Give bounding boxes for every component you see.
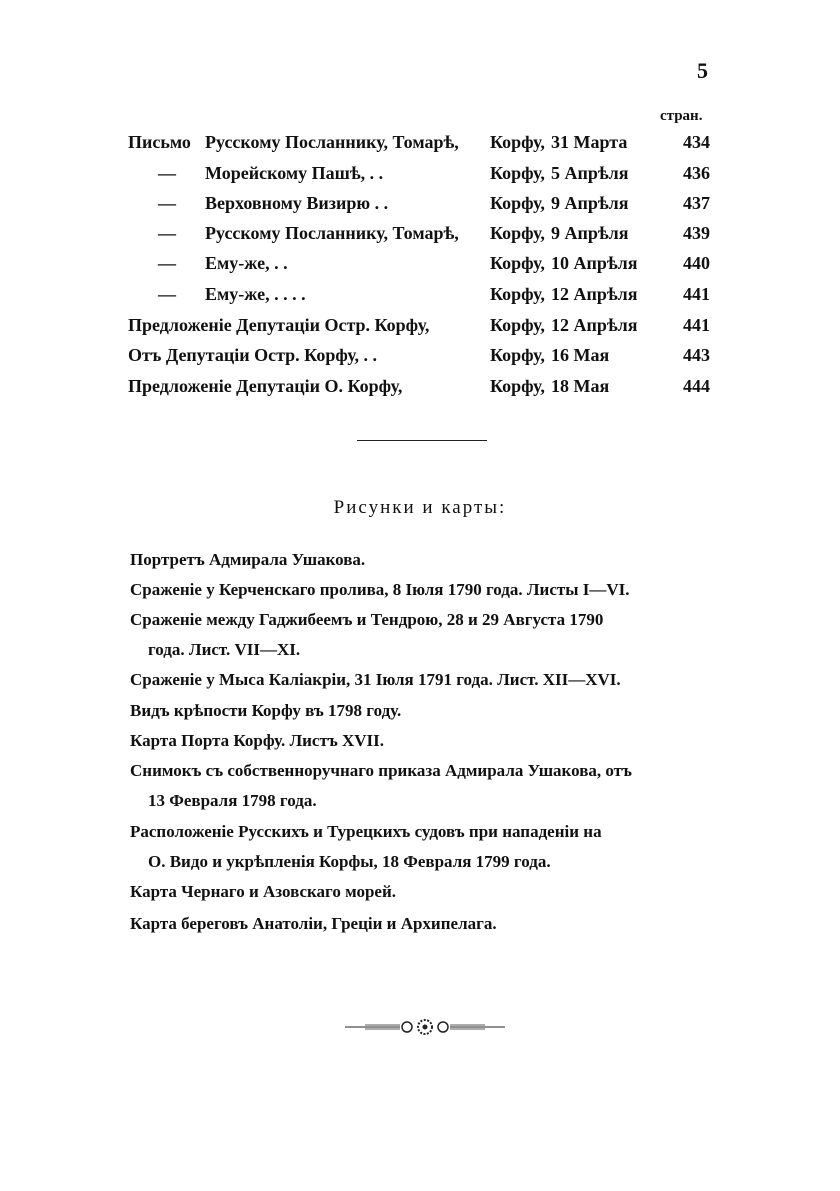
letter-date: 12 Апрѣля — [551, 315, 638, 335]
letter-page: 440 — [683, 253, 710, 273]
letter-date: 9 Апрѣля — [551, 223, 629, 243]
letter-row — [128, 193, 728, 221]
figure-item: О. Видо и укрѣпленія Корфы, 18 Февраля 1799 года. — [148, 852, 551, 871]
page-number: 5 — [697, 58, 708, 83]
letter-date: 16 Мая — [551, 345, 610, 365]
letter-date: 5 Апрѣля — [551, 163, 629, 183]
letter-place: Корфу, — [490, 253, 545, 273]
figure-item: года. Лист. VII—XI. — [148, 640, 301, 659]
letter-recipient: Русскому Посланнику, Томарѣ, — [205, 132, 459, 152]
letter-place: Корфу, — [490, 345, 545, 365]
ornament-icon — [345, 1016, 505, 1038]
letter-lead: Письмо — [128, 132, 191, 152]
letter-row — [128, 223, 728, 251]
letter-recipient: Морейскому Пашѣ, . . — [205, 163, 384, 183]
letter-date: 9 Апрѣля — [551, 193, 629, 213]
letter-date: 18 Мая — [551, 376, 610, 396]
figure-item: Сраженіе у Мыса Каліакріи, 31 Іюля 1791 года. Лист. XII—XVI. — [130, 670, 621, 689]
letter-lead: Предложеніе Депутаціи Остр. Корфу, — [128, 315, 430, 335]
figure-item: Карта Чернаго и Азовскаго морей. — [130, 882, 397, 901]
letter-row — [128, 163, 728, 191]
letter-page: 444 — [683, 376, 710, 396]
letter-recipient: Ему-же, . . — [205, 253, 288, 273]
letter-place: Корфу, — [490, 132, 545, 152]
letter-page: 441 — [683, 315, 710, 335]
ditto-dash: — — [158, 163, 176, 183]
letter-row — [128, 345, 728, 373]
figure-item: Карта береговъ Анатоліи, Греціи и Архипелага. — [130, 914, 497, 933]
letter-page: 437 — [683, 193, 710, 213]
letter-date: 31 Марта — [551, 132, 628, 152]
page-column-header: стран. — [660, 108, 703, 124]
figure-item: Расположеніе Русскихъ и Турецкихъ судовъ при нападеніи на — [130, 822, 602, 841]
letter-row — [128, 132, 728, 160]
letter-place: Корфу, — [490, 284, 545, 304]
ditto-dash: — — [158, 284, 176, 304]
figures-heading: Рисунки и карты: — [333, 497, 507, 518]
letter-page: 434 — [683, 132, 710, 152]
figure-item: 13 Февраля 1798 года. — [148, 791, 317, 810]
figure-item: Карта Порта Корфу. Листъ XVII. — [130, 731, 385, 750]
ditto-dash: — — [158, 193, 176, 213]
letter-row — [128, 315, 728, 343]
letter-recipient: Верховному Визирю . . — [205, 193, 389, 213]
letter-date: 10 Апрѣля — [551, 253, 638, 273]
letter-place: Корфу, — [490, 193, 545, 213]
figure-item: Видъ крѣпости Корфу въ 1798 году. — [130, 701, 402, 720]
divider-rule — [357, 440, 487, 441]
letter-lead: Отъ Депутаціи Остр. Корфу, . . — [128, 345, 378, 365]
letter-row — [128, 376, 728, 404]
figure-item: Сраженіе между Гаджибеемъ и Тендрою, 28 и 29 Августа 1790 — [130, 610, 604, 629]
letter-row — [128, 284, 728, 312]
letter-recipient: Ему-же, . . . . — [205, 284, 306, 304]
ditto-dash: — — [158, 253, 176, 273]
letter-page: 443 — [683, 345, 710, 365]
letter-place: Корфу, — [490, 163, 545, 183]
ditto-dash: — — [158, 223, 176, 243]
letter-recipient: Русскому Посланнику, Томарѣ, — [205, 223, 459, 243]
figure-item: Портретъ Адмирала Ушакова. — [130, 550, 366, 569]
letter-page: 439 — [683, 223, 710, 243]
letter-date: 12 Апрѣля — [551, 284, 638, 304]
letter-row — [128, 253, 728, 281]
letter-place: Корфу, — [490, 376, 545, 396]
letter-page: 441 — [683, 284, 710, 304]
letter-page: 436 — [683, 163, 710, 183]
letter-place: Корфу, — [490, 223, 545, 243]
letter-place: Корфу, — [490, 315, 545, 335]
figure-item: Сраженіе у Керченскаго пролива, 8 Іюля 1790 года. Листы I—VI. — [130, 580, 630, 599]
letter-lead: Предложеніе Депутаціи О. Корфу, — [128, 376, 403, 396]
figure-item: Снимокъ съ собственноручнаго приказа Адмирала Ушакова, отъ — [130, 761, 632, 780]
